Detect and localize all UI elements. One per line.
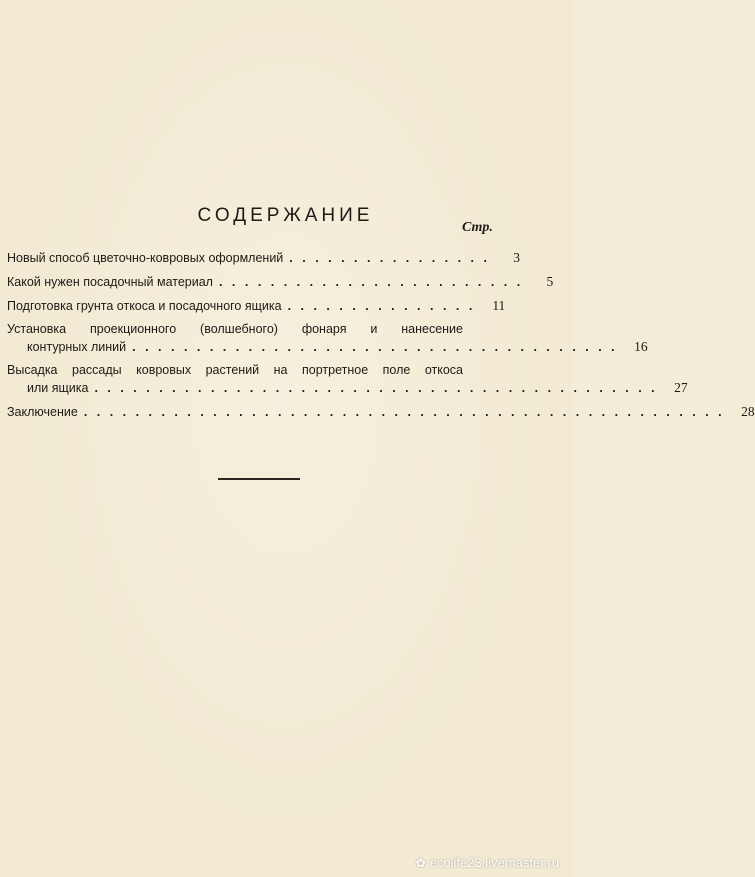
toc-entry-title: Установка проекционного (волшебного) фонаря и нанесение <box>7 322 463 336</box>
table-of-contents <box>7 249 755 427</box>
toc-entry-title-continued: контурных линий <box>27 340 127 354</box>
toc-entry-title: Высадка рассады ковровых растений на портретное поле откоса <box>7 363 463 377</box>
leader-dots: . . . . . . . . . . . . . . . <box>287 299 476 313</box>
toc-entry-title: Какой нужен посадочный материал <box>7 275 213 289</box>
toc-entry-page: 28 <box>741 404 755 419</box>
toc-entry-title: Новый способ цветочно-ковровых оформлений <box>7 251 284 265</box>
toc-entry-title: Подготовка грунта откоса и посадочного ящика <box>7 299 282 313</box>
toc-entry-page: 5 <box>546 274 554 289</box>
leader-dots: . . . . . . . . . . . . . . . . . . . . . . . . . . . . . . . . . . . . . . <box>132 340 618 354</box>
toc-entry <box>7 297 506 315</box>
toc-entry <box>7 403 755 421</box>
section-divider <box>218 478 300 480</box>
toc-entry <box>7 321 648 356</box>
toc-entry <box>7 249 520 267</box>
leader-dots: . . . . . . . . . . . . . . . . . . . . . . . . . . . . . . . . . . . . . . . . . . . . <box>94 381 658 395</box>
leader-dots: . . . . . . . . . . . . . . . . <box>289 251 490 265</box>
flower-icon: ✿ <box>415 856 426 870</box>
watermark <box>416 855 559 870</box>
page-column-label: Стр. <box>462 220 493 235</box>
toc-entry-page: 11 <box>492 298 506 313</box>
toc-entry-title: Заключение <box>7 405 78 419</box>
contents-heading: СОДЕРЖАНИЕ <box>197 205 374 226</box>
toc-entry <box>7 273 554 291</box>
toc-entry-page: 3 <box>513 250 520 265</box>
toc-entry <box>7 362 688 397</box>
leader-dots: . . . . . . . . . . . . . . . . . . . . . . . . . . . . . . . . . . . . . . . . . . . . . . . . . . <box>83 405 725 419</box>
watermark-text: ecolife23.livemaster.ru <box>429 855 559 870</box>
toc-entry-page: 16 <box>634 339 648 354</box>
toc-entry-page: 27 <box>674 380 688 395</box>
toc-entry-title-continued: или ящика <box>27 381 89 395</box>
leader-dots: . . . . . . . . . . . . . . . . . . . . . . . . <box>218 275 524 289</box>
